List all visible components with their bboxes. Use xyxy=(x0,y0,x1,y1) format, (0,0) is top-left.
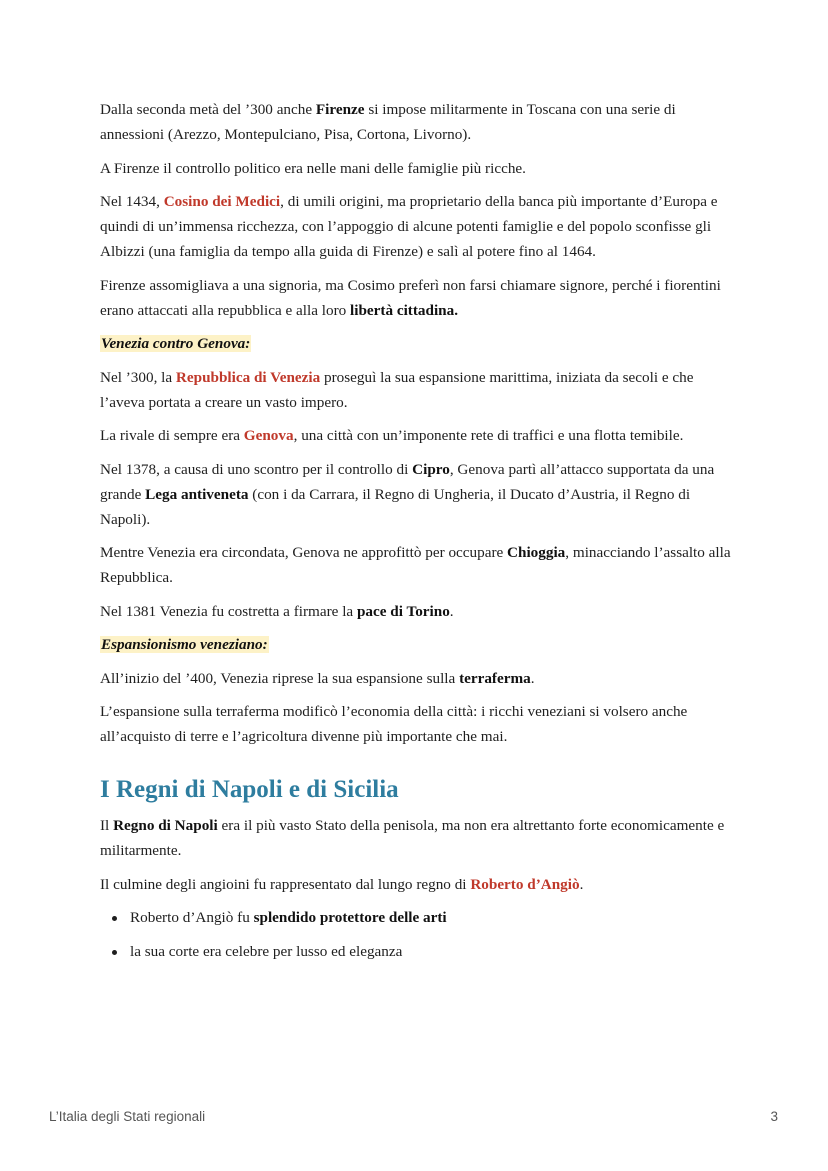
bold-text: Chioggia xyxy=(507,544,566,561)
text: si impose militarmente in Toscana con una serie di annessioni (Arezzo, Montepulciano, Pisa, Cortona, Livorno). xyxy=(100,101,676,143)
bold-text: pace di Torino xyxy=(356,602,450,620)
paragraph-genova xyxy=(100,423,740,448)
text: Il culmine degli angioini fu rappresentato dal lungo regno di xyxy=(100,875,471,893)
highlighted-name: Roberto d’Angiò xyxy=(470,875,580,893)
text: Nel 1381 Venezia fu costretta a firmare la xyxy=(100,602,357,620)
bold-text: splendido protettore delle arti xyxy=(253,909,447,926)
text: Nel 1434, xyxy=(100,193,164,210)
text: Firenze assomigliava a una signoria, ma Cosimo preferì non farsi chiamare signore, perché i fiorentini erano attaccati alla repubblica e alla loro xyxy=(100,276,721,319)
bullet-icon xyxy=(112,950,117,955)
bold-text: Lega antiveneta xyxy=(145,485,249,503)
text: La rivale di sempre era xyxy=(100,427,244,444)
paragraph-firenze xyxy=(100,97,740,147)
paragraph-cosimo xyxy=(100,189,740,264)
document-body xyxy=(100,97,740,973)
list-item xyxy=(130,939,740,964)
text: , di umili origini, ma proprietario della banca più importante d’Europa e quindi di un’immensa ricchezza, con l’appoggio di alcune potenti famiglie e del popolo sconfisse gli Albizzi (una famiglia da tempo alla guida di Firenze) e salì al potere fino al 1464. xyxy=(100,193,718,260)
text: . xyxy=(530,669,535,687)
bullet-icon xyxy=(112,916,117,921)
text: . xyxy=(449,602,454,620)
text: era il più vasto Stato della penisola, ma non era altrettanto forte economicamente e militarmente. xyxy=(100,817,725,859)
page-number: 3 xyxy=(770,1109,778,1124)
highlighted-name: Repubblica di Venezia xyxy=(175,368,321,386)
section-heading: I Regni di Napoli e di Sicilia xyxy=(100,776,399,803)
paragraph-venezia xyxy=(100,365,740,415)
bold-text: Firenze xyxy=(315,101,365,118)
text: , una città con un’imponente rete di traffici e una flotta temibile. xyxy=(293,427,684,444)
paragraph-controllo: A Firenze il controllo politico era nelle mani delle famiglie più ricche. xyxy=(100,159,526,177)
highlighted-name: Genova xyxy=(243,427,294,444)
highlighted-name: Cosino dei Medici xyxy=(163,193,281,210)
text: la sua corte era celebre per lusso ed eleganza xyxy=(130,943,403,960)
subheading-text: Venezia contro Genova: xyxy=(101,335,251,352)
paragraph-angioini xyxy=(100,872,740,897)
paragraph-regno-napoli xyxy=(100,813,740,863)
text: All’inizio del ’400, Venezia riprese la sua espansione sulla xyxy=(100,669,460,687)
bold-text: terraferma xyxy=(459,669,531,687)
footer-title: L’Italia degli Stati regionali xyxy=(49,1109,206,1124)
text: Nel ’300, la xyxy=(100,368,176,386)
text: , Genova partì all’attacco supportata da una grande xyxy=(100,460,715,503)
text: . xyxy=(579,875,584,893)
paragraph-terraferma xyxy=(100,666,740,691)
paragraph-chioggia xyxy=(100,540,740,590)
text: Dalla seconda metà del ’300 anche xyxy=(100,101,316,118)
bold-text: Cipro xyxy=(412,460,450,478)
paragraph-economia: L’espansione sulla terraferma modificò l’economia della città: i ricchi veneziani si volsero anche all’acquisto di terre e l’agricoltura divenne più importante che mai. xyxy=(100,703,688,745)
text: (con i da Carrara, il Regno di Ungheria, il Ducato d’Austria, il Regno di Napoli). xyxy=(100,485,691,528)
bold-text: libertà cittadina. xyxy=(350,301,459,319)
subheading-venezia-genova xyxy=(100,331,740,356)
subheading-text: Espansionismo veneziano: xyxy=(101,636,268,653)
text: Roberto d’Angiò fu xyxy=(130,909,254,926)
list-item xyxy=(130,905,740,930)
bold-text: Regno di Napoli xyxy=(113,817,218,834)
text: Il xyxy=(100,817,114,834)
paragraph-pace-torino xyxy=(100,599,740,624)
paragraph-cipro xyxy=(100,457,740,532)
subheading-espansionismo xyxy=(100,632,740,657)
text: proseguì la sua espansione marittima, iniziata da secoli e che l’aveva portata a creare un vasto impero. xyxy=(100,368,694,411)
text: , minacciando l’assalto alla Repubblica. xyxy=(100,544,731,586)
paragraph-signoria xyxy=(100,273,740,323)
text: Mentre Venezia era circondata, Genova ne approfittò per occupare xyxy=(100,544,508,561)
text: Nel 1378, a causa di uno scontro per il controllo di xyxy=(100,460,413,478)
bullet-list xyxy=(100,905,740,964)
